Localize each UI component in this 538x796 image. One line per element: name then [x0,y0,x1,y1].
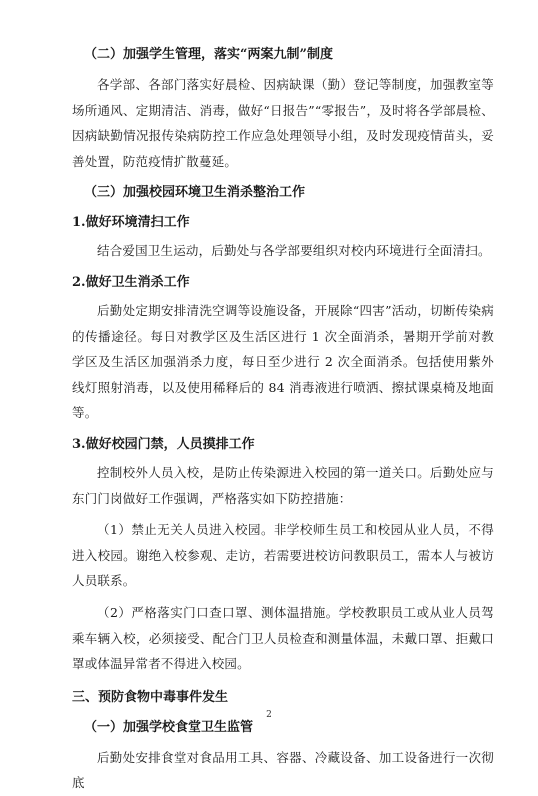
subheading-disinfection: 2.做好卫生消杀工作 [72,274,190,290]
paragraph-student-management: 各学部、各部门落实好晨检、因病缺课（勤）登记等制度，加强教室等场所通风、定期清洁、消毒，做好“日报告”“零报告”，及时将各学部晨检、因病缺勤情况报传染病防控工作应急处理领导小组，及时发现疫情苗头，妥善处置，防范疫情扩散蔓延。 [72,77,494,169]
section-heading-canteen-hygiene: （一）加强学校食堂卫生监管 [84,719,254,735]
subheading-access-control: 3.做好校园门禁，人员摸排工作 [72,436,255,452]
chapter-heading-food-poisoning: 三、预防食物中毒事件发生 [72,689,229,705]
paragraph-cleaning: 结合爱国卫生运动，后勤处与各学部要组织对校内环境进行全面清扫。 [97,243,491,259]
list-item-mask-temperature: （2）严格落实门口查口罩、测体温措施。学校教职员工或从业人员驾乘车辆入校，必须接受、配合门卫人员检查和测量体温，未戴口罩、拒戴口罩或体温异常者不得进入校园。 [72,604,494,672]
section-heading-student-management: （二）加强学生管理，落实“两案九制”制度 [84,47,333,62]
paragraph-canteen-hygiene: 后勤处安排食堂对食品用工具、容器、冷藏设备、加工设备进行一次彻底 [72,749,494,791]
list-item-no-visitors: （1）禁止无关人员进入校园。非学校师生员工和校园从业人员，不得进入校园。谢绝入校参观、走访，若需要进校访问教职员工，需本人与被访人员联系。 [72,522,494,589]
section-heading-campus-environment: （三）加强校园环境卫生消杀整治工作 [84,185,306,201]
page-number: 2 [266,710,272,720]
paragraph-access-control: 控制校外人员入校，是防止传染源进入校园的第一道关口。后勤处应与东门门岗做好工作强调，严格落实如下防控措施： [72,464,494,506]
subheading-cleaning: 1.做好环境清扫工作 [72,215,190,231]
paragraph-disinfection: 后勤处定期安排清洗空调等设施设备，开展除“四害”活动，切断传染病的传播途径。每日对教学区及生活区进行 1 次全面消杀，暑期开学前对教学区及生活区加强消杀力度，每日至少进行 2 次全面消杀。包括使用紫外线灯照射消毒，以及使用稀释后的 84 消毒液进行喷洒、擦拭课桌椅及地面等。 [72,302,494,421]
document-body [72,40,494,796]
